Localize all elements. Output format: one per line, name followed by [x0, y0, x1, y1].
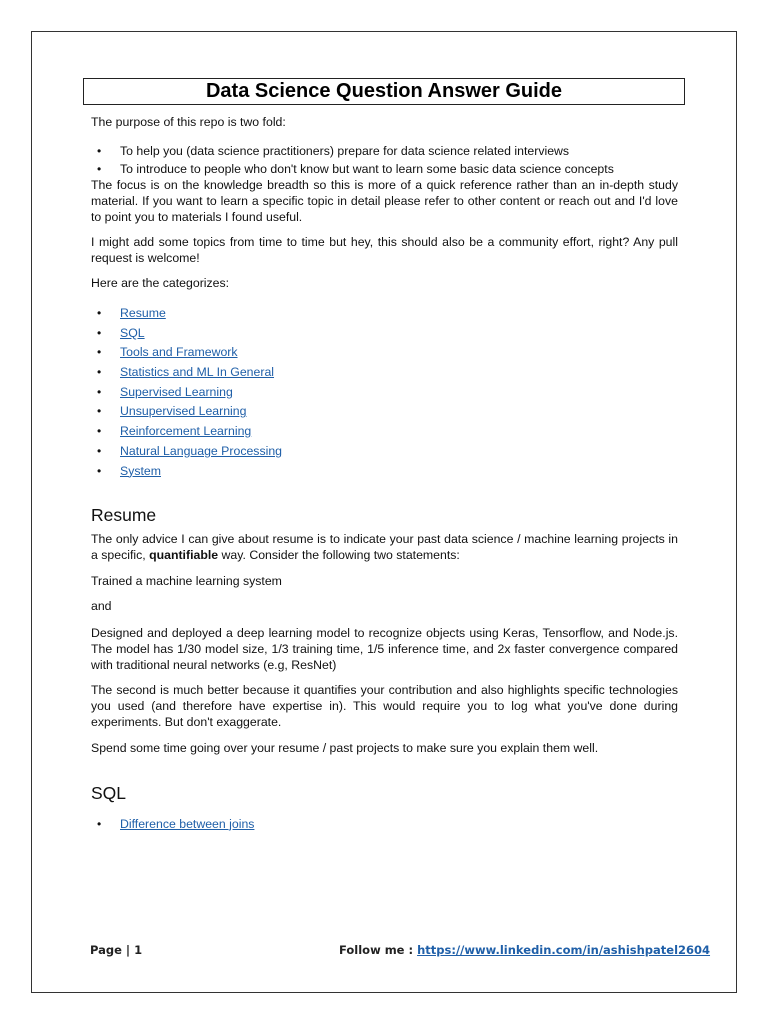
spend-time-paragraph: Spend some time going over your resume / past projects to make sure you explain them well. [91, 740, 599, 755]
category-list [91, 305, 678, 479]
statement-two: Designed and deployed a deep learning model to recognize objects using Keras, Tensorflow, and Node.js. The model has 1/30 model size, 1/3 training time, 1/5 inference time, and 2x faster convergence compared with traditional neural networks (e.g, ResNet) [91, 625, 678, 672]
document-title: Data Science Question Answer Guide [83, 78, 685, 105]
category-link-supervised[interactable]: Supervised Learning [120, 384, 233, 399]
linkedin-link[interactable]: https://www.linkedin.com/in/ashishpatel2604 [417, 943, 711, 957]
resume-advice-text-end: way. Consider the following two statements: [218, 547, 460, 562]
category-link-tools[interactable]: Tools and Framework [120, 345, 238, 360]
category-link-reinforcement[interactable]: Reinforcement Learning [120, 424, 252, 439]
sql-item [91, 816, 678, 832]
category-item [91, 463, 678, 479]
resume-heading: Resume [91, 504, 157, 525]
category-item [91, 344, 678, 360]
category-link-system[interactable]: System [120, 463, 161, 478]
category-item [91, 305, 678, 321]
document-content [91, 78, 678, 832]
and-text: and [91, 598, 112, 613]
footer-follow [339, 943, 710, 957]
statement-one: Trained a machine learning system [91, 573, 282, 588]
category-link-unsupervised[interactable]: Unsupervised Learning [120, 404, 247, 419]
sql-list [91, 816, 678, 832]
category-item [91, 384, 678, 400]
purpose-text: The purpose of this repo is two fold: [91, 115, 286, 129]
category-item [91, 364, 678, 380]
category-link-statistics[interactable]: Statistics and ML In General [120, 365, 275, 380]
second-better-paragraph: The second is much better because it quantifies your contribution and also highlights specific technologies you used (and therefore have expertise in). This would require you to log what you've done during experiments. But don't exaggerate. [91, 682, 678, 729]
sql-link-joins[interactable]: Difference between joins [120, 816, 255, 831]
category-link-resume[interactable]: Resume [120, 306, 166, 320]
category-item [91, 325, 678, 341]
category-item [91, 423, 678, 439]
categories-label: Here are the categorizes: [91, 276, 230, 290]
follow-label: Follow me : [339, 943, 418, 957]
community-paragraph: I might add some topics from time to time but hey, this should also be a community effort, right? Any pull request is welcome! [91, 235, 678, 265]
purpose-bullet: • To help you (data science practitioners) prepare for data science related interviews [91, 143, 678, 159]
category-link-nlp[interactable]: Natural Language Processing [120, 443, 283, 458]
category-link-sql[interactable]: SQL [120, 325, 145, 340]
focus-paragraph: The focus is on the knowledge breadth so this is more of a quick reference rather than an in-depth study material. If you want to learn a specific topic in detail please refer to other content or reach out and I'd love to point you to materials I found useful. [91, 178, 678, 224]
purpose-bullet: • To introduce to people who don't know but want to learn some basic data science concepts [91, 161, 678, 177]
purpose-list [91, 143, 678, 177]
resume-advice-text: The only advice I can give about resume is to indicate your past data science / machine learning projects in a specific, [91, 531, 678, 562]
resume-advice [91, 531, 678, 563]
sql-heading: SQL [91, 782, 127, 803]
resume-advice-bold: quantifiable [149, 547, 219, 562]
category-item [91, 403, 678, 419]
page-number: Page | 1 [90, 943, 143, 957]
category-item [91, 443, 678, 459]
